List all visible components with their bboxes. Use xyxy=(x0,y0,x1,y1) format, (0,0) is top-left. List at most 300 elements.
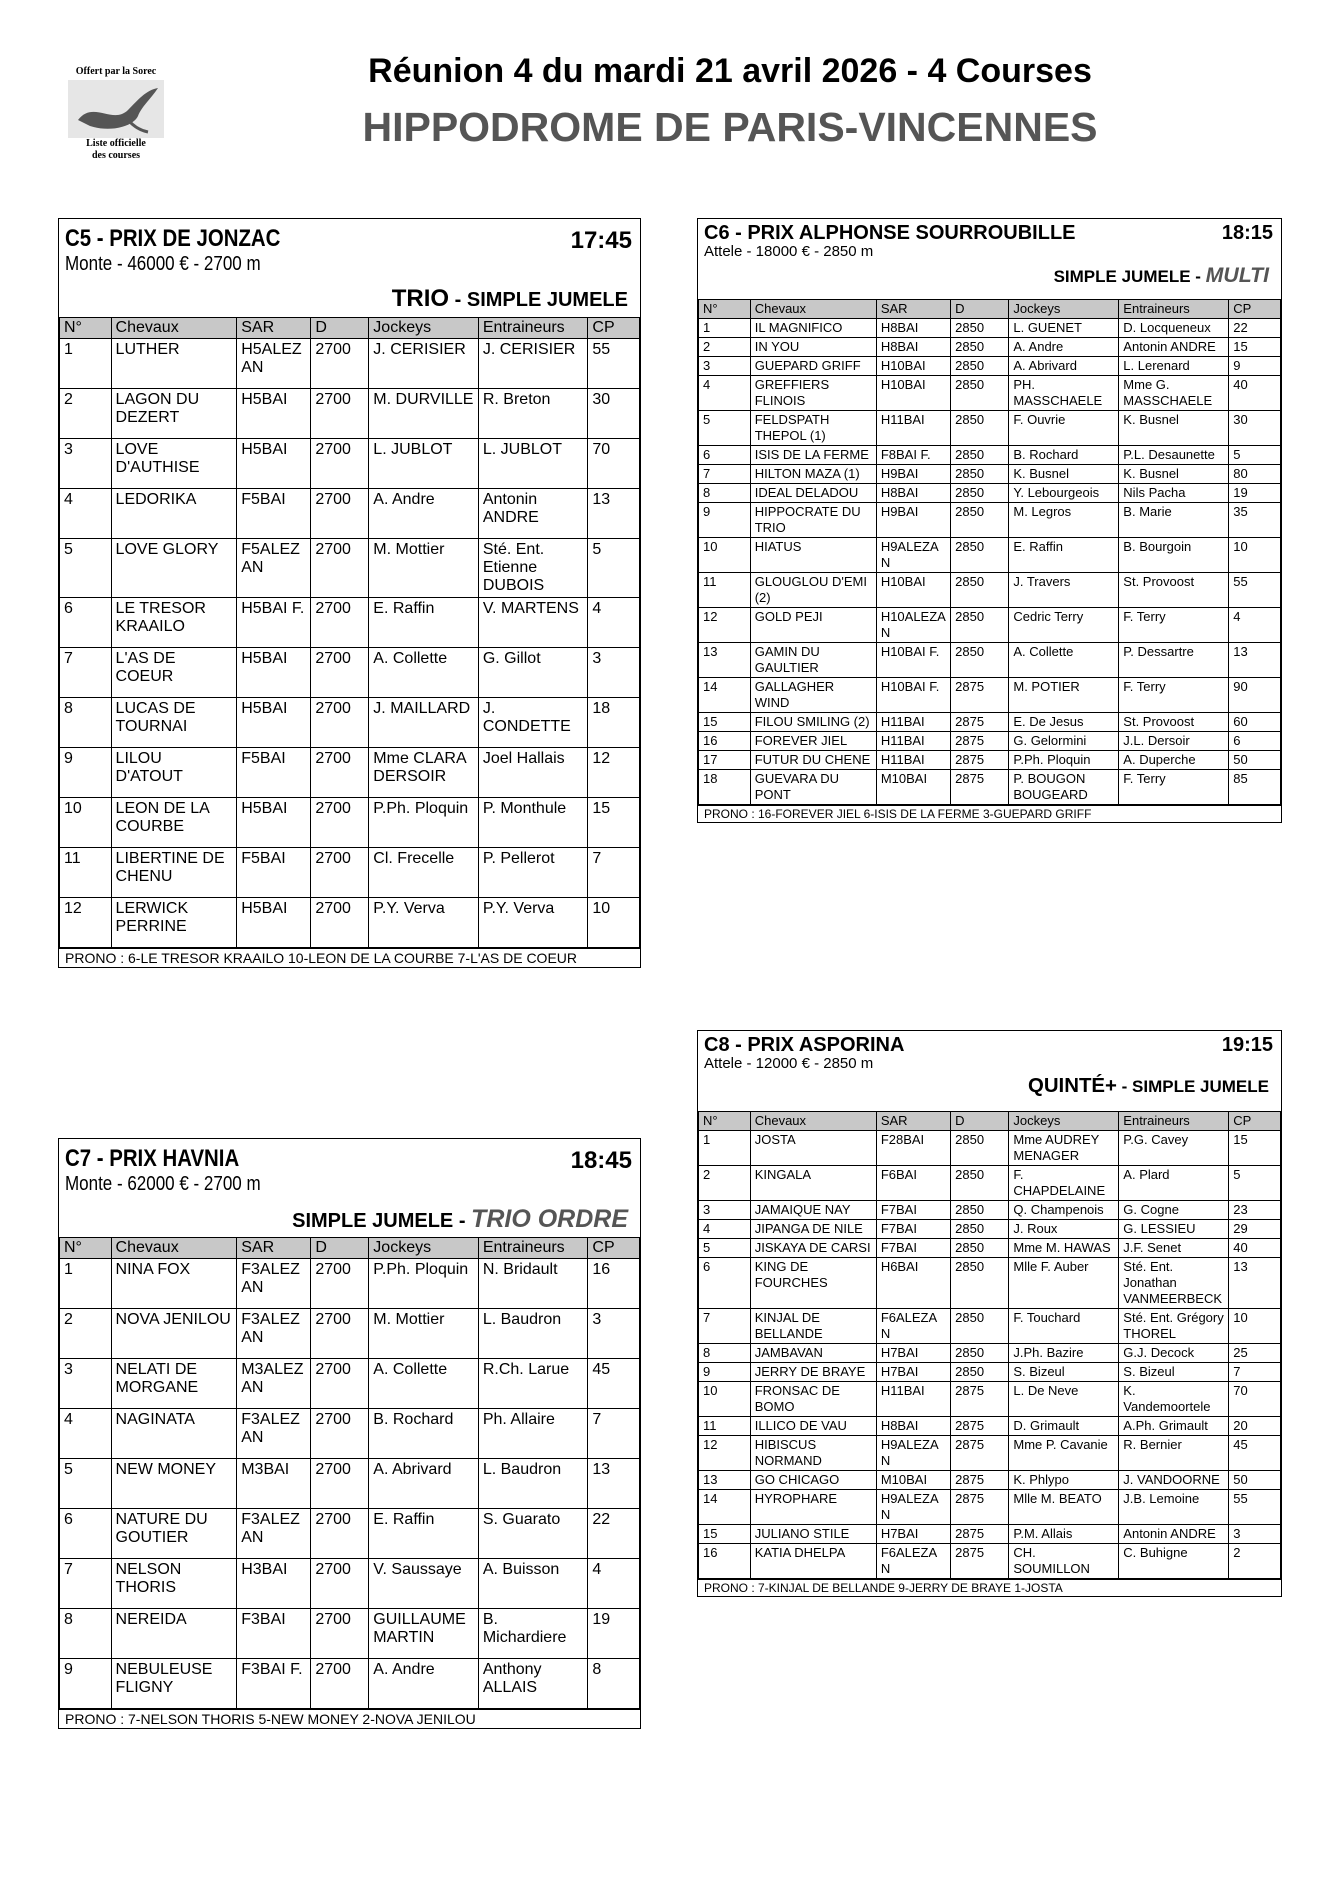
table-row xyxy=(699,376,1281,411)
cell-num: 14 xyxy=(699,1490,751,1525)
table-row xyxy=(60,798,640,848)
cell-jockey: Mme AUDREY MENAGER xyxy=(1009,1131,1119,1166)
cell-horse: GOLD PEJI xyxy=(750,608,876,643)
cell-jockey: Mme P. Cavanie xyxy=(1009,1436,1119,1471)
cell-sar: H11BAI xyxy=(876,411,950,446)
cell-cp: 29 xyxy=(1229,1220,1281,1239)
table-row xyxy=(60,539,640,598)
cell-jockey: PH. MASSCHAELE xyxy=(1009,376,1119,411)
race-name: C7 - PRIX HAVNIA xyxy=(65,1145,240,1172)
cell-cp: 7 xyxy=(588,1409,640,1459)
cell-trainer: R. Bernier xyxy=(1119,1436,1229,1471)
cell-num: 5 xyxy=(699,1239,751,1258)
cell-distance: 2850 xyxy=(951,1166,1009,1201)
runners-table xyxy=(59,317,640,948)
cell-cp: 5 xyxy=(1229,1166,1281,1201)
cell-horse: LERWICK PERRINE xyxy=(111,898,237,948)
cell-cp: 80 xyxy=(1229,465,1281,484)
cell-jockey: CH. SOUMILLON xyxy=(1009,1544,1119,1579)
cell-horse: FOREVER JIEL xyxy=(750,732,876,751)
cell-trainer: L. Baudron xyxy=(478,1309,588,1359)
cell-jockey: M. Mottier xyxy=(369,539,479,598)
table-row xyxy=(60,1609,640,1659)
cell-sar: H8BAI xyxy=(876,1417,950,1436)
cell-cp: 55 xyxy=(588,339,640,389)
cell-trainer: Nils Pacha xyxy=(1119,484,1229,503)
cell-sar: H7BAI xyxy=(876,1363,950,1382)
cell-distance: 2850 xyxy=(951,608,1009,643)
cell-distance: 2850 xyxy=(951,643,1009,678)
cell-sar: H11BAI xyxy=(876,751,950,770)
cell-trainer: P. Dessartre xyxy=(1119,643,1229,678)
table-row xyxy=(699,608,1281,643)
cell-sar: H11BAI xyxy=(876,713,950,732)
cell-jockey: P. BOUGON BOUGEARD xyxy=(1009,770,1119,805)
race-bets xyxy=(1054,263,1269,288)
cell-cp: 13 xyxy=(1229,1258,1281,1309)
cell-jockey: D. Grimault xyxy=(1009,1417,1119,1436)
cell-sar: H10BAI xyxy=(876,376,950,411)
cell-horse: FUTUR DU CHENE xyxy=(750,751,876,770)
cell-trainer: R. Breton xyxy=(478,389,588,439)
cell-distance: 2875 xyxy=(951,1544,1009,1579)
cell-num: 10 xyxy=(699,1382,751,1417)
cell-trainer: F. Terry xyxy=(1119,770,1229,805)
cell-distance: 2850 xyxy=(951,1363,1009,1382)
cell-trainer: V. MARTENS xyxy=(478,598,588,648)
cell-cp: 19 xyxy=(588,1609,640,1659)
cell-distance: 2700 xyxy=(311,898,369,948)
cell-trainer: St. Provoost xyxy=(1119,573,1229,608)
cell-trainer: P.Y. Verva xyxy=(478,898,588,948)
col-header-trainer: Entraineurs xyxy=(478,1238,588,1259)
cell-jockey: A. Collette xyxy=(1009,643,1119,678)
bet-separator: - xyxy=(453,1210,472,1232)
cell-num: 9 xyxy=(60,1659,112,1709)
col-header-distance: D xyxy=(311,318,369,339)
cell-distance: 2700 xyxy=(311,1309,369,1359)
cell-sar: F28BAI xyxy=(876,1131,950,1166)
cell-num: 7 xyxy=(699,1309,751,1344)
cell-cp: 13 xyxy=(588,1459,640,1509)
cell-trainer: Antonin ANDRE xyxy=(1119,338,1229,357)
bet-separator: - xyxy=(1190,267,1206,286)
cell-trainer: Anthony ALLAIS xyxy=(478,1659,588,1709)
cell-horse: LILOU D'ATOUT xyxy=(111,748,237,798)
cell-horse: NINA FOX xyxy=(111,1259,237,1309)
cell-jockey: J. Roux xyxy=(1009,1220,1119,1239)
col-header-distance: D xyxy=(951,300,1009,319)
cell-cp: 55 xyxy=(1229,1490,1281,1525)
cell-jockey: P.Ph. Ploquin xyxy=(369,798,479,848)
cell-distance: 2700 xyxy=(311,848,369,898)
cell-distance: 2850 xyxy=(951,1258,1009,1309)
cell-num: 6 xyxy=(699,1258,751,1309)
horse-logo-icon xyxy=(68,80,164,138)
cell-num: 7 xyxy=(699,465,751,484)
cell-num: 5 xyxy=(60,1459,112,1509)
cell-horse: NEW MONEY xyxy=(111,1459,237,1509)
cell-jockey: M. Legros xyxy=(1009,503,1119,538)
table-header-row xyxy=(60,1238,640,1259)
cell-sar: F6ALEZAN xyxy=(876,1544,950,1579)
col-header-sar: SAR xyxy=(876,1112,950,1131)
table-row xyxy=(699,713,1281,732)
cell-sar: F3BAI xyxy=(237,1609,311,1659)
table-row xyxy=(699,1490,1281,1525)
cell-horse: ILLICO DE VAU xyxy=(750,1417,876,1436)
cell-jockey: F. CHAPDELAINE xyxy=(1009,1166,1119,1201)
cell-num: 3 xyxy=(60,439,112,489)
cell-horse: LUTHER xyxy=(111,339,237,389)
cell-distance: 2700 xyxy=(311,598,369,648)
cell-distance: 2700 xyxy=(311,489,369,539)
cell-horse: HILTON MAZA (1) xyxy=(750,465,876,484)
race-header xyxy=(698,1031,1281,1111)
cell-horse: GUEVARA DU PONT xyxy=(750,770,876,805)
race-header xyxy=(698,219,1281,299)
bet-separator: - xyxy=(449,289,467,311)
cell-horse: LOVE GLORY xyxy=(111,539,237,598)
table-row xyxy=(60,339,640,389)
cell-cp: 50 xyxy=(1229,1471,1281,1490)
cell-num: 7 xyxy=(60,1559,112,1609)
table-row xyxy=(699,338,1281,357)
meeting-title: Réunion 4 du mardi 21 avril 2026 - 4 Courses xyxy=(368,52,1092,90)
cell-num: 8 xyxy=(699,484,751,503)
cell-horse: NELATI DE MORGANE xyxy=(111,1359,237,1409)
table-row xyxy=(60,1359,640,1409)
cell-horse: GALLAGHER WIND xyxy=(750,678,876,713)
cell-cp: 35 xyxy=(1229,503,1281,538)
table-row xyxy=(699,1239,1281,1258)
cell-num: 12 xyxy=(699,1436,751,1471)
cell-cp: 4 xyxy=(1229,608,1281,643)
cell-jockey: A. Collette xyxy=(369,648,479,698)
runners-table xyxy=(698,1111,1281,1579)
race-name: C6 - PRIX ALPHONSE SOURROUBILLE xyxy=(704,222,1076,244)
race-info: Monte - 46000 € - 2700 m xyxy=(65,253,261,275)
cell-sar: H5BAI xyxy=(237,698,311,748)
cell-num: 6 xyxy=(699,446,751,465)
prono-line: PRONO : 6-LE TRESOR KRAAILO 10-LEON DE LA COURBE 7-L'AS DE COEUR xyxy=(59,948,640,967)
cell-num: 18 xyxy=(699,770,751,805)
cell-jockey: K. Busnel xyxy=(1009,465,1119,484)
cell-cp: 22 xyxy=(588,1509,640,1559)
cell-horse: GUEPARD GRIFF xyxy=(750,357,876,376)
cell-jockey: A. Collette xyxy=(369,1359,479,1409)
cell-cp: 2 xyxy=(1229,1544,1281,1579)
cell-distance: 2700 xyxy=(311,1659,369,1709)
cell-horse: KING DE FOURCHES xyxy=(750,1258,876,1309)
cell-distance: 2850 xyxy=(951,538,1009,573)
cell-sar: F3ALEZAN xyxy=(237,1259,311,1309)
table-row xyxy=(699,732,1281,751)
cell-horse: LEON DE LA COURBE xyxy=(111,798,237,848)
cell-num: 17 xyxy=(699,751,751,770)
col-header-cp: CP xyxy=(588,318,640,339)
cell-trainer: F. Terry xyxy=(1119,678,1229,713)
cell-horse: FILOU SMILING (2) xyxy=(750,713,876,732)
cell-distance: 2700 xyxy=(311,748,369,798)
cell-num: 7 xyxy=(60,648,112,698)
cell-sar: H8BAI xyxy=(876,484,950,503)
cell-horse: JAMAIQUE NAY xyxy=(750,1201,876,1220)
cell-jockey: A. Andre xyxy=(1009,338,1119,357)
cell-jockey: P.M. Allais xyxy=(1009,1525,1119,1544)
table-row xyxy=(699,770,1281,805)
cell-horse: LAGON DU DEZERT xyxy=(111,389,237,439)
cell-horse: LIBERTINE DE CHENU xyxy=(111,848,237,898)
cell-distance: 2875 xyxy=(951,1490,1009,1525)
cell-trainer: B. Bourgoin xyxy=(1119,538,1229,573)
cell-cp: 5 xyxy=(1229,446,1281,465)
table-row xyxy=(60,1459,640,1509)
table-row xyxy=(699,484,1281,503)
col-header-sar: SAR xyxy=(237,1238,311,1259)
table-row xyxy=(699,1544,1281,1579)
cell-num: 11 xyxy=(699,1417,751,1436)
table-row xyxy=(699,1201,1281,1220)
cell-num: 1 xyxy=(60,339,112,389)
cell-cp: 3 xyxy=(1229,1525,1281,1544)
cell-sar: H7BAI xyxy=(876,1525,950,1544)
cell-jockey: Q. Champenois xyxy=(1009,1201,1119,1220)
cell-sar: H5BAI F. xyxy=(237,598,311,648)
table-row xyxy=(699,465,1281,484)
cell-distance: 2850 xyxy=(951,1220,1009,1239)
cell-trainer: St. Provoost xyxy=(1119,713,1229,732)
bet-type-primary: QUINTÉ+ xyxy=(1027,1075,1117,1097)
cell-horse: LUCAS DE TOURNAI xyxy=(111,698,237,748)
cell-distance: 2700 xyxy=(311,539,369,598)
cell-distance: 2850 xyxy=(951,1344,1009,1363)
cell-num: 6 xyxy=(60,1509,112,1559)
bet-separator: - xyxy=(1116,1077,1133,1096)
cell-trainer: S. Guarato xyxy=(478,1509,588,1559)
cell-jockey: Y. Lebourgeois xyxy=(1009,484,1119,503)
cell-distance: 2875 xyxy=(951,751,1009,770)
cell-trainer: N. Bridault xyxy=(478,1259,588,1309)
cell-sar: H10BAI F. xyxy=(876,643,950,678)
cell-num: 3 xyxy=(699,1201,751,1220)
table-row xyxy=(699,503,1281,538)
cell-cp: 8 xyxy=(588,1659,640,1709)
cell-horse: JIPANGA DE NILE xyxy=(750,1220,876,1239)
cell-horse: KINGALA xyxy=(750,1166,876,1201)
cell-distance: 2700 xyxy=(311,1259,369,1309)
cell-trainer: J.L. Dersoir xyxy=(1119,732,1229,751)
cell-distance: 2850 xyxy=(951,446,1009,465)
cell-cp: 40 xyxy=(1229,1239,1281,1258)
table-row xyxy=(60,698,640,748)
cell-jockey: J. MAILLARD xyxy=(369,698,479,748)
cell-distance: 2700 xyxy=(311,1359,369,1409)
prono-line: PRONO : 7-KINJAL DE BELLANDE 9-JERRY DE BRAYE 1-JOSTA xyxy=(698,1579,1281,1596)
cell-jockey: P.Ph. Ploquin xyxy=(1009,751,1119,770)
table-row xyxy=(699,1344,1281,1363)
cell-distance: 2850 xyxy=(951,1201,1009,1220)
cell-num: 1 xyxy=(699,319,751,338)
cell-sar: H9ALEZAN xyxy=(876,1436,950,1471)
cell-distance: 2875 xyxy=(951,1471,1009,1490)
cell-num: 8 xyxy=(60,698,112,748)
cell-distance: 2875 xyxy=(951,732,1009,751)
table-row xyxy=(60,389,640,439)
cell-sar: F5BAI xyxy=(237,848,311,898)
col-header-distance: D xyxy=(951,1112,1009,1131)
cell-cp: 13 xyxy=(588,489,640,539)
cell-num: 13 xyxy=(699,643,751,678)
race-time: 18:15 xyxy=(1221,222,1273,244)
logo-top-text: Offert par la Sorec xyxy=(75,66,157,77)
table-row xyxy=(699,751,1281,770)
table-row xyxy=(699,1131,1281,1166)
table-row xyxy=(699,1436,1281,1471)
col-header-horse: Chevaux xyxy=(750,300,876,319)
cell-sar: F7BAI xyxy=(876,1201,950,1220)
cell-cp: 13 xyxy=(1229,643,1281,678)
cell-cp: 15 xyxy=(1229,1131,1281,1166)
cell-distance: 2700 xyxy=(311,648,369,698)
cell-jockey: S. Bizeul xyxy=(1009,1363,1119,1382)
cell-sar: H8BAI xyxy=(876,338,950,357)
cell-horse: NEBULEUSE FLIGNY xyxy=(111,1659,237,1709)
cell-horse: ISIS DE LA FERME xyxy=(750,446,876,465)
cell-trainer: B. Michardiere xyxy=(478,1609,588,1659)
cell-horse: HIPPOCRATE DU TRIO xyxy=(750,503,876,538)
cell-trainer: L. Lerenard xyxy=(1119,357,1229,376)
cell-horse: GREFFIERS FLINOIS xyxy=(750,376,876,411)
cell-trainer: Antonin ANDRE xyxy=(1119,1525,1229,1544)
cell-trainer: G. LESSIEU xyxy=(1119,1220,1229,1239)
cell-distance: 2875 xyxy=(951,1417,1009,1436)
cell-jockey: L. JUBLOT xyxy=(369,439,479,489)
cell-cp: 3 xyxy=(588,1309,640,1359)
logo-bottom-line-2: des courses xyxy=(91,150,141,161)
cell-sar: F5BAI xyxy=(237,489,311,539)
cell-num: 10 xyxy=(699,538,751,573)
table-header-row xyxy=(60,318,640,339)
cell-horse: KATIA DHELPA xyxy=(750,1544,876,1579)
table-row xyxy=(699,538,1281,573)
cell-num: 16 xyxy=(699,1544,751,1579)
cell-trainer: R.Ch. Larue xyxy=(478,1359,588,1409)
race-card-c7 xyxy=(58,1138,641,1729)
prono-line: PRONO : 7-NELSON THORIS 5-NEW MONEY 2-NOVA JENILOU xyxy=(59,1709,640,1728)
col-header-num: N° xyxy=(60,1238,112,1259)
cell-trainer: Antonin ANDRE xyxy=(478,489,588,539)
race-bets xyxy=(1028,1075,1269,1098)
cell-trainer: Joel Hallais xyxy=(478,748,588,798)
cell-trainer: K. Busnel xyxy=(1119,465,1229,484)
cell-cp: 25 xyxy=(1229,1344,1281,1363)
cell-jockey: B. Rochard xyxy=(1009,446,1119,465)
table-row xyxy=(699,1309,1281,1344)
cell-jockey: Mme M. HAWAS xyxy=(1009,1239,1119,1258)
cell-distance: 2850 xyxy=(951,1131,1009,1166)
cell-sar: F6ALEZAN xyxy=(876,1309,950,1344)
cell-cp: 12 xyxy=(588,748,640,798)
col-header-num: N° xyxy=(60,318,112,339)
cell-sar: M10BAI xyxy=(876,770,950,805)
cell-distance: 2875 xyxy=(951,713,1009,732)
cell-horse: FRONSAC DE BOMO xyxy=(750,1382,876,1417)
prono-line: PRONO : 16-FOREVER JIEL 6-ISIS DE LA FERME 3-GUEPARD GRIFF xyxy=(698,805,1281,822)
cell-num: 15 xyxy=(699,1525,751,1544)
cell-trainer: A. Duperche xyxy=(1119,751,1229,770)
cell-cp: 5 xyxy=(588,539,640,598)
cell-jockey: A. Abrivard xyxy=(1009,357,1119,376)
table-row xyxy=(699,446,1281,465)
bet-type-primary: TRIO xyxy=(391,285,450,312)
cell-sar: F7BAI xyxy=(876,1220,950,1239)
cell-cp: 30 xyxy=(1229,411,1281,446)
col-header-jockey: Jockeys xyxy=(369,1238,479,1259)
cell-distance: 2700 xyxy=(311,339,369,389)
cell-jockey: M. DURVILLE xyxy=(369,389,479,439)
cell-num: 9 xyxy=(60,748,112,798)
cell-sar: F3BAI F. xyxy=(237,1659,311,1709)
cell-sar: H7BAI xyxy=(876,1344,950,1363)
cell-distance: 2700 xyxy=(311,1559,369,1609)
cell-cp: 45 xyxy=(1229,1436,1281,1471)
cell-num: 5 xyxy=(699,411,751,446)
cell-cp: 4 xyxy=(588,1559,640,1609)
cell-distance: 2700 xyxy=(311,1459,369,1509)
cell-jockey: G. Gelormini xyxy=(1009,732,1119,751)
cell-distance: 2700 xyxy=(311,1509,369,1559)
table-row xyxy=(699,1220,1281,1239)
cell-jockey: F. Touchard xyxy=(1009,1309,1119,1344)
cell-num: 11 xyxy=(699,573,751,608)
cell-num: 12 xyxy=(699,608,751,643)
cell-num: 15 xyxy=(699,713,751,732)
cell-jockey: L. GUENET xyxy=(1009,319,1119,338)
cell-cp: 7 xyxy=(588,848,640,898)
cell-sar: M3BAI xyxy=(237,1459,311,1509)
cell-cp: 70 xyxy=(1229,1382,1281,1417)
cell-num: 5 xyxy=(60,539,112,598)
cell-horse: FELDSPATH THEPOL (1) xyxy=(750,411,876,446)
cell-jockey: K. Phlypo xyxy=(1009,1471,1119,1490)
cell-sar: H3BAI xyxy=(237,1559,311,1609)
cell-trainer: P.G. Cavey xyxy=(1119,1131,1229,1166)
cell-jockey: F. Ouvrie xyxy=(1009,411,1119,446)
race-name: C8 - PRIX ASPORINA xyxy=(704,1034,905,1056)
cell-distance: 2850 xyxy=(951,1239,1009,1258)
cell-horse: LOVE D'AUTHISE xyxy=(111,439,237,489)
cell-distance: 2875 xyxy=(951,1436,1009,1471)
cell-distance: 2850 xyxy=(951,411,1009,446)
cell-sar: H5ALEZAN xyxy=(237,339,311,389)
cell-jockey: B. Rochard xyxy=(369,1409,479,1459)
cell-sar: H5BAI xyxy=(237,439,311,489)
col-header-horse: Chevaux xyxy=(750,1112,876,1131)
cell-horse: LEDORIKA xyxy=(111,489,237,539)
table-row xyxy=(699,1525,1281,1544)
table-row xyxy=(699,319,1281,338)
cell-sar: H5BAI xyxy=(237,389,311,439)
col-header-jockey: Jockeys xyxy=(369,318,479,339)
cell-distance: 2850 xyxy=(951,484,1009,503)
cell-distance: 2850 xyxy=(951,319,1009,338)
cell-sar: F5ALEZAN xyxy=(237,539,311,598)
cell-distance: 2700 xyxy=(311,698,369,748)
cell-trainer: L. JUBLOT xyxy=(478,439,588,489)
cell-num: 13 xyxy=(699,1471,751,1490)
cell-horse: JERRY DE BRAYE xyxy=(750,1363,876,1382)
